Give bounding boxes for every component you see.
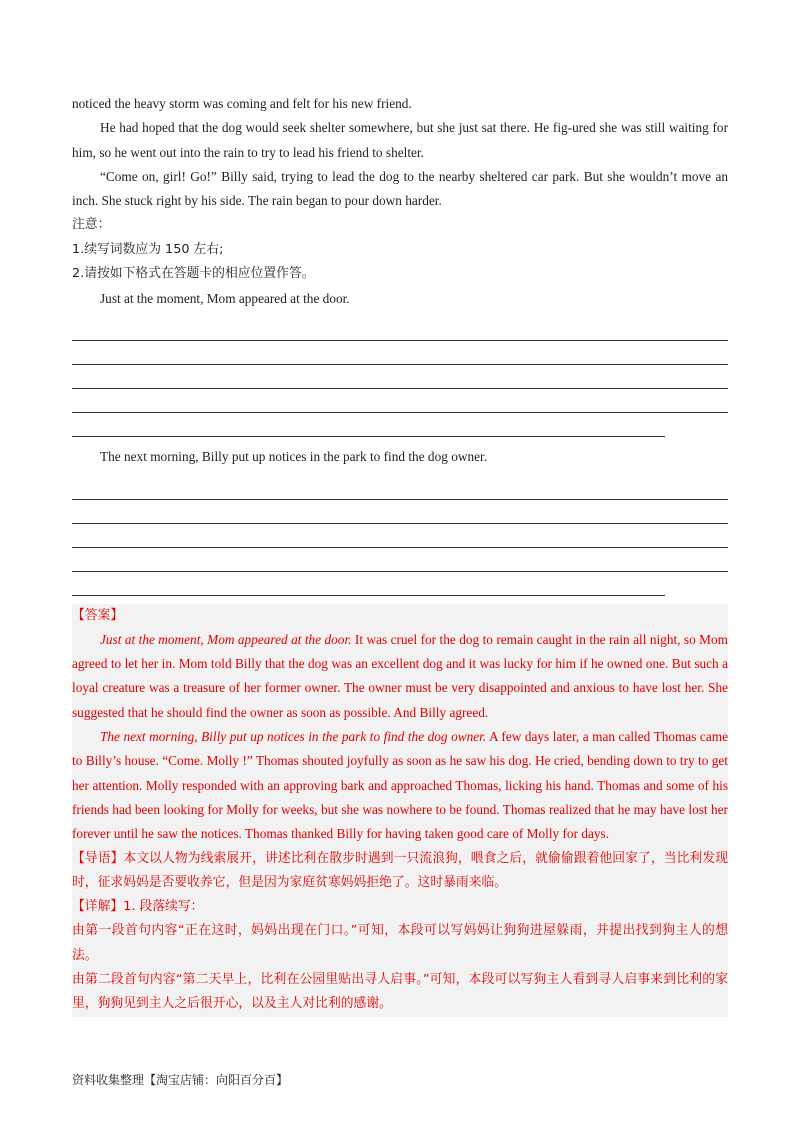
answer-body-2: A few days later, a man called Thomas came to Billy’s house. “Come. Molly !” Thomas shouted joyfully as soon as he saw his dog. He cried, bending down to try to get her attention. Molly responded with an approving bark and approached Thomas, licking his hand. Thomas and some of his friends had been looking for Molly for weeks, but she was nowhere to be found. Thomas realized that he may have lost her forever until he saw the notices. Thomas thanked Billy for having taken good care of Molly for days.	[72, 729, 728, 842]
story-paragraph-2: He had hoped that the dog would seek shelter somewhere, but she just sat there. He fig-ured she was still waiting for him, so he went out into the rain to try to lead his friend to shelter.	[72, 120, 728, 160]
answer-lines-2	[72, 476, 728, 596]
detail-item-2: 由第二段首句内容“第二天早上，比利在公园里贴出寻人启事。”可知，本段可以写狗主人看到寻人启事来到比利的家里，狗狗见到主人之后很开心，以及主人对比利的感谢。	[72, 972, 728, 1012]
answer-body-1: It was cruel for the dog to remain caught in the rain all night, so Mom agreed to let her in. Mom told Billy that the dog was an excellent dog and it was lucky for him if he owned one. But such a loyal creature was a treasure of her former owner. The owner must be very disappointed and anxious to have lost her. She suggested that he should find the owner as soon as possible. And Billy agreed.	[72, 631, 728, 720]
notes-item-2: 2.请按如下格式在答题卡的相应位置作答。	[72, 266, 315, 282]
notes-heading: 注意：	[72, 217, 111, 233]
prompt-second: The next morning, Billy put up notices in the park to find the dog owner.	[100, 449, 488, 465]
writing-line	[72, 413, 665, 437]
notes-item-1: 1.续写词数应为 150 左右;	[72, 241, 224, 257]
writing-line	[72, 365, 728, 389]
answer-paragraph-1	[72, 628, 728, 725]
answer-paragraph-2	[72, 725, 728, 846]
document-page	[72, 92, 728, 1017]
story-paragraph-3: “Come on, girl! Go!” Billy said, trying to lead the dog to the nearby sheltered car park. But she wouldn’t move an inch. She stuck right by his side. The rain began to pour down harder.	[72, 168, 728, 209]
writing-line	[72, 341, 728, 365]
prompt-first: Just at the moment, Mom appeared at the door.	[100, 290, 350, 306]
answer-section	[72, 604, 728, 1017]
detail-heading: 【详解】1. 段落续写：	[72, 899, 204, 915]
answer-label: 【答案】	[72, 607, 124, 623]
instructions	[72, 213, 728, 287]
writing-line	[72, 317, 728, 341]
answer-lines-1	[72, 317, 728, 437]
writing-line	[72, 524, 728, 548]
answer-lead-1: Just at the moment, Mom appeared at the door.	[100, 631, 352, 647]
answer-lead-2: The next morning, Billy put up notices in the park to find the dog owner.	[100, 729, 487, 745]
writing-line	[72, 476, 728, 500]
page-footer: 资料收集整理【淘宝店铺：向阳百分百】	[72, 1073, 289, 1087]
guide-text: 【导语】本文以人物为线索展开，讲述比利在散步时遇到一只流浪狗，喂食之后，就偷偷跟着他回家了，当比利发现时，征求妈妈是否要收养它，但是因为家庭贫寒妈妈拒绝了。这时暴雨来临。	[72, 850, 728, 890]
writing-line	[72, 572, 665, 596]
story-paragraph-1: noticed the heavy storm was coming and felt for his new friend.	[72, 96, 412, 111]
writing-line	[72, 389, 728, 413]
writing-line	[72, 500, 728, 524]
detail-item-1: 由第一段首句内容“正在这时，妈妈出现在门口。”可知，本段可以写妈妈让狗狗进屋躲雨，并提出找到狗主人的想法。	[72, 923, 728, 963]
writing-line	[72, 548, 728, 572]
